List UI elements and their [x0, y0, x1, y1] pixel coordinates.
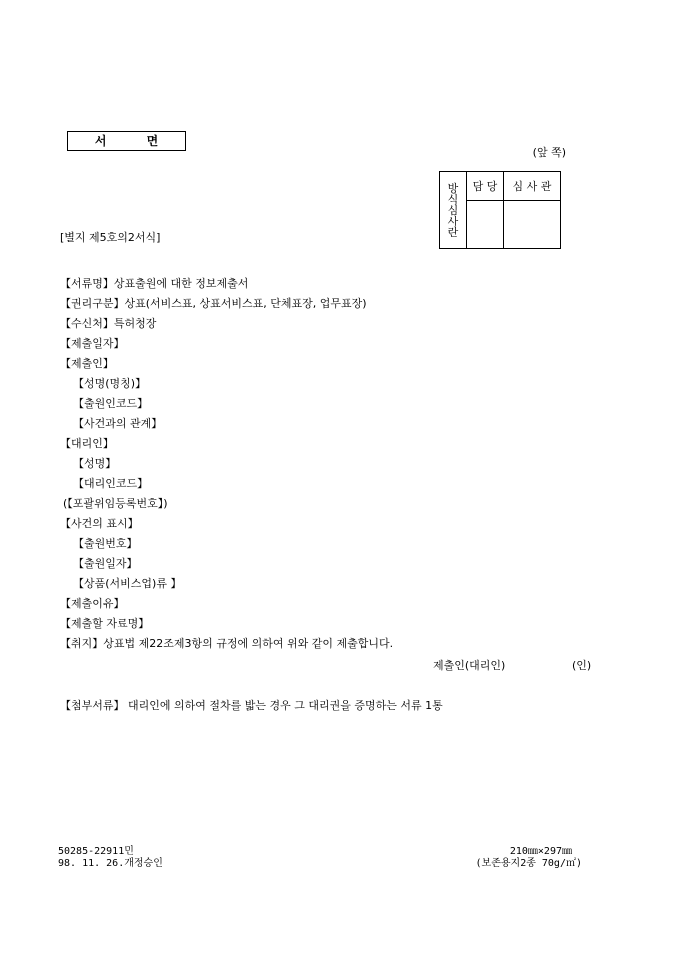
field-material-name: 【제출할 자료명】: [60, 617, 150, 630]
footer-approval: 98. 11. 26.개정승인: [58, 858, 163, 869]
footer-paper-type: (보존용지2종 70g/㎡): [475, 858, 582, 869]
field-applicant-code: 【출원인코드】: [73, 397, 149, 410]
field-relationship: 【사건과의 관계】: [73, 417, 163, 430]
footer-form-code: 50285-22911민: [58, 846, 134, 857]
exam-col-officer: 담 당: [467, 172, 504, 201]
exam-cell-officer[interactable]: [467, 201, 504, 249]
field-goods-class: 【상품(서비스업)류 】: [73, 577, 182, 590]
form-number: [별지 제5호의2서식]: [60, 231, 161, 244]
attachment-line: 【첨부서류】 대리인에 의하여 절차를 밟는 경우 그 대리권을 증명하는 서류 1통: [60, 699, 443, 712]
field-application-number: 【출원번호】: [73, 537, 138, 550]
page-side-label: (앞 쪽): [532, 146, 566, 159]
field-right-type: 【권리구분】상표(서비스표, 상표서비스표, 단체표장, 업무표장): [60, 297, 367, 310]
field-reason: 【제출이유】: [60, 597, 125, 610]
exam-col-examiner: 심 사 관: [503, 172, 560, 201]
exam-row-label-text: 방 식 심 사 란: [447, 181, 459, 239]
field-agent: 【대리인】: [60, 437, 114, 450]
exam-row-label: [440, 172, 467, 249]
field-blanket-power-number: (【포괄위임등록번호】): [63, 497, 168, 510]
field-application-date: 【출원일자】: [73, 557, 138, 570]
field-case-indication: 【사건의 표시】: [60, 517, 139, 530]
field-submitter-name: 【성명(명칭)】: [73, 377, 147, 390]
field-document-name: 【서류명】상표출원에 대한 정보제출서: [60, 277, 249, 290]
field-agent-code: 【대리인코드】: [73, 477, 149, 490]
field-recipient: 【수신처】특허청장: [60, 317, 157, 330]
footer-paper-size: 210㎜×297㎜: [509, 846, 572, 857]
field-agent-name: 【성명】: [73, 457, 117, 470]
examination-table: [439, 171, 561, 249]
field-purpose: 【취지】상표법 제22조제3항의 규정에 의하여 위와 같이 제출합니다.: [60, 637, 394, 650]
signature-label: 제출인(대리인): [433, 659, 506, 672]
signature-seal: (인): [572, 659, 592, 672]
field-submission-date: 【제출일자】: [60, 337, 125, 350]
exam-cell-examiner[interactable]: [503, 201, 560, 249]
document-title: 서 면: [67, 131, 186, 151]
field-submitter: 【제출인】: [60, 357, 114, 370]
